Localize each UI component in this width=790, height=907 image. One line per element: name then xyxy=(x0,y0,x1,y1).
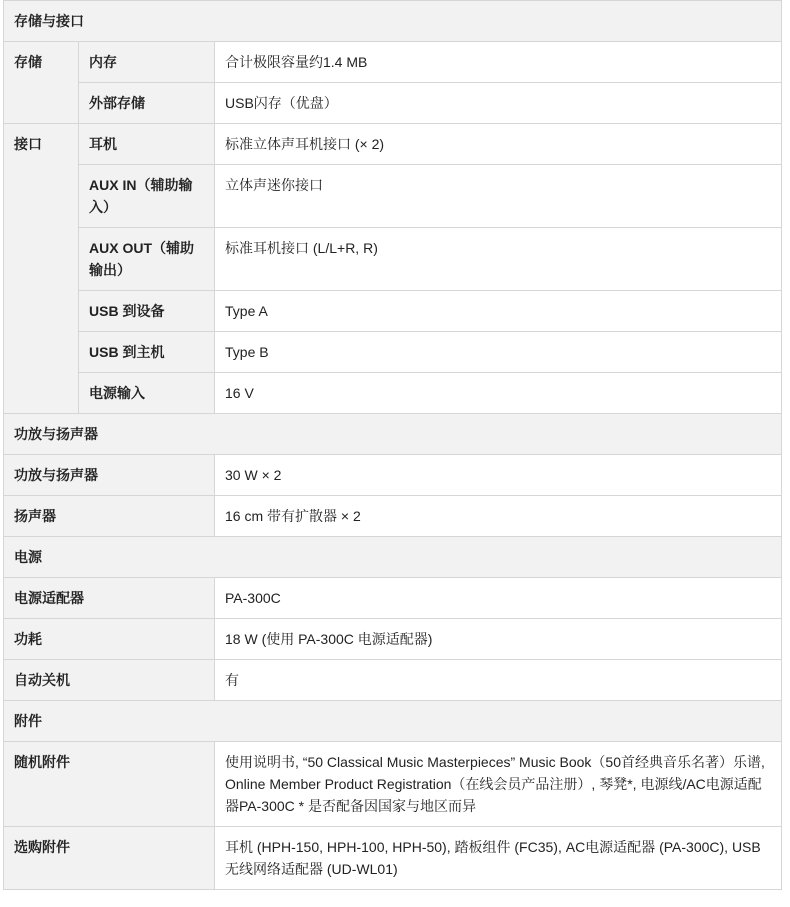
spec-row-external-storage xyxy=(4,83,782,124)
section-header-storage xyxy=(4,1,782,42)
spec-value: 耳机 (HPH-150, HPH-100, HPH-50), 踏板组件 (FC35), AC电源适配器 (PA-300C), USB无线网络适配器 (UD-WL01) xyxy=(215,827,782,890)
spec-row-optional-accessories xyxy=(4,827,782,890)
spec-value: 合计极限容量约1.4 MB xyxy=(215,42,782,83)
spec-value: Type B xyxy=(215,332,782,373)
spec-value: PA-300C xyxy=(215,578,782,619)
spec-row-aux-in xyxy=(4,165,782,228)
spec-label: 扬声器 xyxy=(4,496,215,537)
spec-row-adapter xyxy=(4,578,782,619)
spec-row-aux-out xyxy=(4,228,782,291)
spec-value: 有 xyxy=(215,660,782,701)
spec-row-usb-host xyxy=(4,332,782,373)
spec-value: 18 W (使用 PA-300C 电源适配器) xyxy=(215,619,782,660)
spec-label: 功耗 xyxy=(4,619,215,660)
spec-label: AUX OUT（辅助输出） xyxy=(79,228,215,291)
spec-label: 功放与扬声器 xyxy=(4,455,215,496)
spec-label: 外部存储 xyxy=(79,83,215,124)
spec-label: 随机附件 xyxy=(4,742,215,827)
spec-label: 耳机 xyxy=(79,124,215,165)
spec-table xyxy=(3,0,782,890)
spec-value: 立体声迷你接口 xyxy=(215,165,782,228)
spec-value: 标准耳机接口 (L/L+R, R) xyxy=(215,228,782,291)
spec-label: USB 到主机 xyxy=(79,332,215,373)
spec-value: 使用说明书, “50 Classical Music Masterpieces” Music Book（50首经典音乐名著）乐谱, Online Member Product Registration（在线会员产品注册）, 琴凳*, 电源线/AC电源适配器PA-300C * 是否配备因国家与地区而异 xyxy=(215,742,782,827)
spec-row-power-input xyxy=(4,373,782,414)
spec-row-consumption xyxy=(4,619,782,660)
spec-label: 选购附件 xyxy=(4,827,215,890)
spec-row-auto-off xyxy=(4,660,782,701)
spec-label: 自动关机 xyxy=(4,660,215,701)
spec-label: USB 到设备 xyxy=(79,291,215,332)
spec-label: 电源输入 xyxy=(79,373,215,414)
section-header-amp xyxy=(4,414,782,455)
spec-value: 标准立体声耳机接口 (× 2) xyxy=(215,124,782,165)
spec-label: 内存 xyxy=(79,42,215,83)
group-label-storage: 存储 xyxy=(4,42,79,124)
spec-value: 16 cm 带有扩散器 × 2 xyxy=(215,496,782,537)
spec-row-headphones xyxy=(4,124,782,165)
spec-label: AUX IN（辅助输入） xyxy=(79,165,215,228)
spec-row-amplifier xyxy=(4,455,782,496)
spec-value: 30 W × 2 xyxy=(215,455,782,496)
section-title: 存储与接口 xyxy=(4,1,782,42)
spec-label: 电源适配器 xyxy=(4,578,215,619)
group-label-interface: 接口 xyxy=(4,124,79,414)
spec-row-speakers xyxy=(4,496,782,537)
spec-row-included-accessories xyxy=(4,742,782,827)
spec-row-usb-device xyxy=(4,291,782,332)
spec-value: 16 V xyxy=(215,373,782,414)
section-title: 功放与扬声器 xyxy=(4,414,782,455)
section-header-power xyxy=(4,537,782,578)
section-title: 电源 xyxy=(4,537,782,578)
spec-value: USB闪存（优盘） xyxy=(215,83,782,124)
section-header-accessories xyxy=(4,701,782,742)
spec-value: Type A xyxy=(215,291,782,332)
spec-row-memory xyxy=(4,42,782,83)
section-title: 附件 xyxy=(4,701,782,742)
